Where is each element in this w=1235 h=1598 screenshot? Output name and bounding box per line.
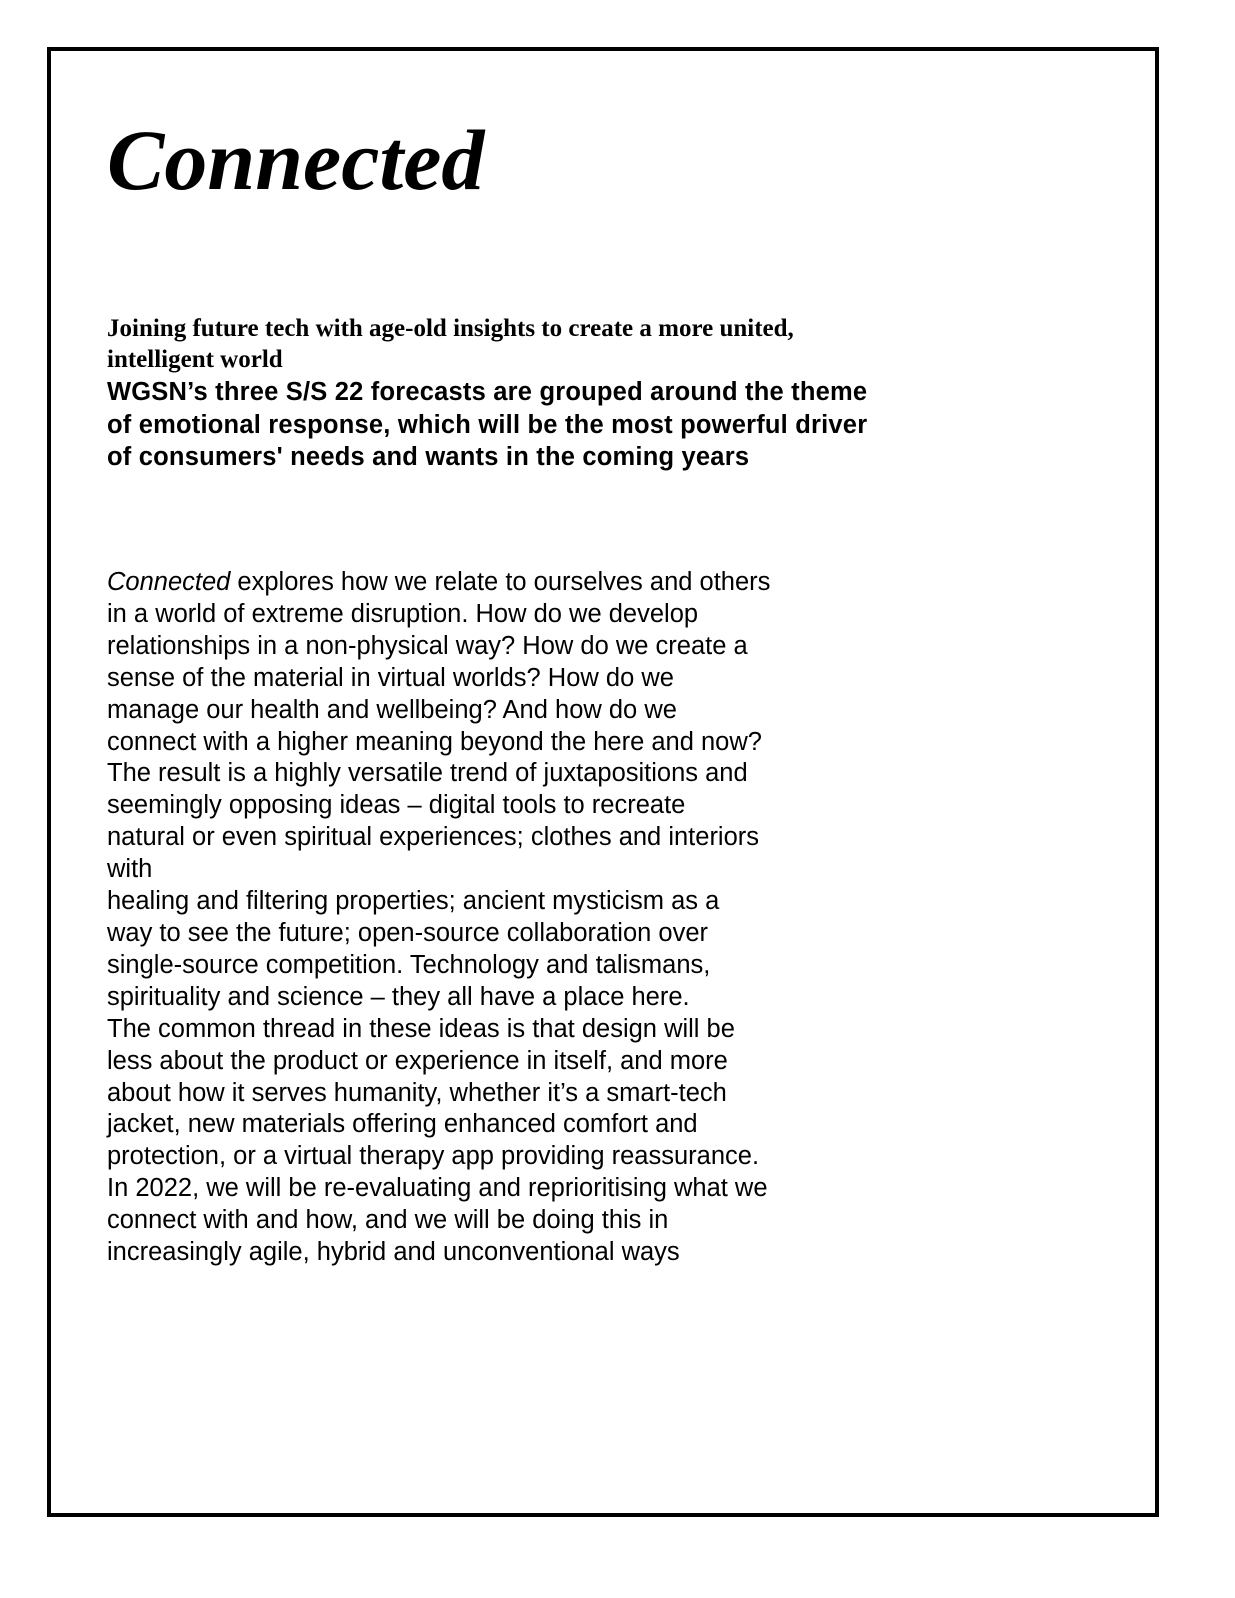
body-line: healing and filtering properties; ancient mysticism as a xyxy=(107,887,720,916)
body-line: In 2022, we will be re-evaluating and reprioritising what we xyxy=(107,1174,768,1203)
body-line: seemingly opposing ideas – digital tools to recreate xyxy=(107,791,686,820)
body-line: connect with and how, and we will be doing this in xyxy=(107,1206,669,1235)
body-line xyxy=(107,567,897,599)
body-text xyxy=(107,567,897,1269)
body-line: in a world of extreme disruption. How do we develop xyxy=(107,599,699,628)
body-line: about how it serves humanity, whether it’s a smart-tech xyxy=(107,1078,727,1107)
body-line: way to see the future; open-source collaboration over xyxy=(107,918,709,947)
body-line: connect with a higher meaning beyond the here and now? xyxy=(107,727,762,756)
body-line: The result is a highly versatile trend of juxtapositions and xyxy=(107,759,748,788)
body-line: jacket, new materials offering enhanced comfort and xyxy=(107,1110,698,1139)
body-line: relationships in a non-physical way? How do we create a xyxy=(107,631,748,660)
body-line: manage our health and wellbeing? And how do we xyxy=(107,695,677,724)
body-line: with xyxy=(107,855,153,884)
body-emphasis: Connected xyxy=(107,568,231,596)
page-title: Connected xyxy=(107,112,485,208)
body-line: single-source competition. Technology and talismans, xyxy=(107,950,711,979)
body-line: The common thread in these ideas is that design will be xyxy=(107,1014,735,1043)
body-line: sense of the material in virtual worlds? How do we xyxy=(107,663,674,692)
lead-paragraph: WGSN’s three S/S 22 forecasts are grouped around the theme of emotional response, which will be the most powerful driver of consumers' needs and wants in the coming years xyxy=(107,378,868,471)
body-line: protection, or a virtual therapy app providing reassurance. xyxy=(107,1142,760,1171)
body-line: less about the product or experience in itself, and more xyxy=(107,1046,728,1075)
body-line: increasingly agile, hybrid and unconventional ways xyxy=(107,1238,680,1267)
body-line: natural or even spiritual experiences; clothes and interiors xyxy=(107,823,760,852)
body-first-line-text: explores how we relate to ourselves and others xyxy=(230,568,771,596)
subtitle: Joining future tech with age-old insights to create a more united, intelligent world xyxy=(107,315,794,373)
body-line: spirituality and science – they all have a place here. xyxy=(107,982,690,1011)
